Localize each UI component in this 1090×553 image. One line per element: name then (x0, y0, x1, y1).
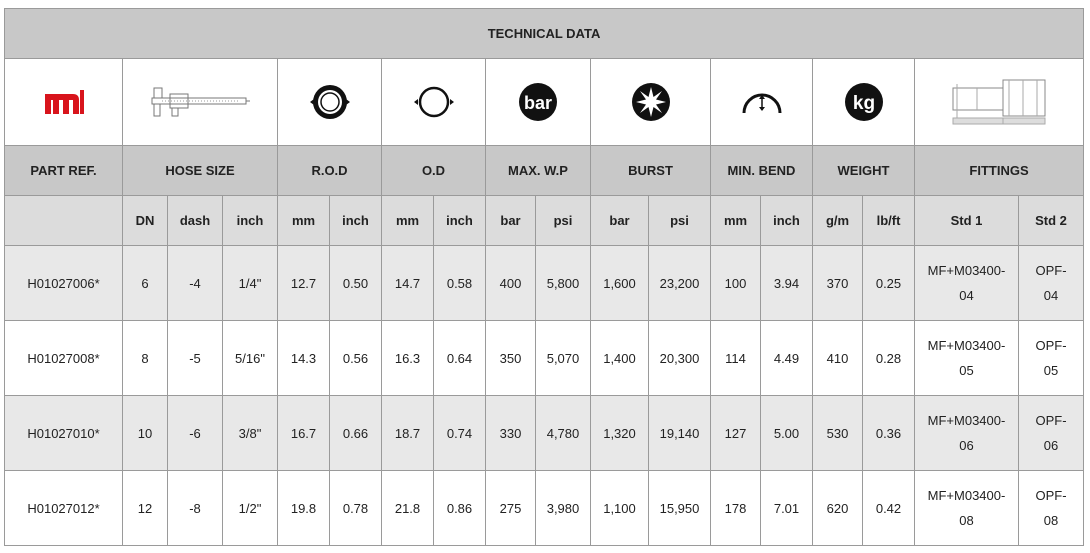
brand-logo-cell (5, 59, 123, 146)
table-row (5, 321, 1084, 396)
wp-psi-cell: 4,780 (536, 396, 591, 471)
wp-psi-cell: 5,800 (536, 246, 591, 321)
group-header: MIN. BEND (711, 146, 813, 196)
rod-icon-cell (278, 59, 382, 146)
od-inch-cell: 0.86 (434, 471, 486, 546)
unit-header: bar (591, 196, 649, 246)
wp-bar-cell: 400 (486, 246, 536, 321)
std2-cell: OPF- 04 (1019, 246, 1084, 321)
table-row (5, 246, 1084, 321)
bend-inch-cell: 7.01 (761, 471, 813, 546)
rod-mm-cell: 14.3 (278, 321, 330, 396)
group-header: PART REF. (5, 146, 123, 196)
od-inch-cell: 0.64 (434, 321, 486, 396)
diameter-circle-icon (413, 84, 455, 120)
weight-icon-cell (813, 59, 915, 146)
unit-header: Std 1 (915, 196, 1019, 246)
unit-header: mm (278, 196, 330, 246)
unit-header: bar (486, 196, 536, 246)
dn-cell: 6 (123, 246, 168, 321)
burst-bar-cell: 1,400 (591, 321, 649, 396)
part-ref-cell: H01027006* (5, 246, 123, 321)
std1-cell: MF+M03400- 04 (915, 246, 1019, 321)
unit-header: inch (330, 196, 382, 246)
brand-logo-icon (43, 88, 85, 116)
group-header: BURST (591, 146, 711, 196)
burst-bar-cell: 1,320 (591, 396, 649, 471)
rod-mm-cell: 16.7 (278, 396, 330, 471)
wp-bar-cell: 350 (486, 321, 536, 396)
wp-bar-cell: 330 (486, 396, 536, 471)
table-row (5, 396, 1084, 471)
bend-mm-cell: 178 (711, 471, 761, 546)
std1-cell: MF+M03400- 08 (915, 471, 1019, 546)
std1-cell: MF+M03400- 06 (915, 396, 1019, 471)
technical-data-table (4, 8, 1084, 546)
burst-psi-cell: 15,950 (649, 471, 711, 546)
part-ref-cell: H01027012* (5, 471, 123, 546)
bend-icon-cell (711, 59, 813, 146)
od-mm-cell: 14.7 (382, 246, 434, 321)
burst-icon-cell (591, 59, 711, 146)
weight-lbft-cell: 0.28 (863, 321, 915, 396)
unit-header: psi (649, 196, 711, 246)
table-row (5, 471, 1084, 546)
rod-inch-cell: 0.56 (330, 321, 382, 396)
unit-header: mm (711, 196, 761, 246)
table-title: TECHNICAL DATA (5, 9, 1084, 59)
wp-icon-cell (486, 59, 591, 146)
unit-header: Std 2 (1019, 196, 1084, 246)
icon-row (5, 59, 1084, 146)
bend-mm-cell: 127 (711, 396, 761, 471)
rod-inch-cell: 0.78 (330, 471, 382, 546)
dn-cell: 8 (123, 321, 168, 396)
weight-lbft-cell: 0.42 (863, 471, 915, 546)
od-mm-cell: 21.8 (382, 471, 434, 546)
burst-psi-cell: 20,300 (649, 321, 711, 396)
group-header: O.D (382, 146, 486, 196)
caliper-cell (123, 59, 278, 146)
weight-gm-cell: 370 (813, 246, 863, 321)
unit-header: lb/ft (863, 196, 915, 246)
part-ref-cell: H01027010* (5, 396, 123, 471)
dash-cell: -4 (168, 246, 223, 321)
od-mm-cell: 18.7 (382, 396, 434, 471)
rod-mm-cell: 19.8 (278, 471, 330, 546)
dash-cell: -5 (168, 321, 223, 396)
std2-cell: OPF- 05 (1019, 321, 1084, 396)
std2-cell: OPF- 08 (1019, 471, 1084, 546)
bend-mm-cell: 114 (711, 321, 761, 396)
group-header: HOSE SIZE (123, 146, 278, 196)
unit-header: g/m (813, 196, 863, 246)
dash-cell: -6 (168, 396, 223, 471)
hose-inch-cell: 1/2" (223, 471, 278, 546)
part-ref-cell: H01027008* (5, 321, 123, 396)
group-header: WEIGHT (813, 146, 915, 196)
unit-header: dash (168, 196, 223, 246)
od-inch-cell: 0.58 (434, 246, 486, 321)
hose-inch-cell: 1/4" (223, 246, 278, 321)
weight-gm-cell: 410 (813, 321, 863, 396)
weight-lbft-cell: 0.25 (863, 246, 915, 321)
outer-diameter-ring-icon (309, 81, 351, 123)
group-header-row (5, 146, 1084, 196)
weight-lbft-cell: 0.36 (863, 396, 915, 471)
od-mm-cell: 16.3 (382, 321, 434, 396)
bend-inch-cell: 4.49 (761, 321, 813, 396)
rod-inch-cell: 0.66 (330, 396, 382, 471)
group-header: MAX. W.P (486, 146, 591, 196)
rod-inch-cell: 0.50 (330, 246, 382, 321)
dash-cell: -8 (168, 471, 223, 546)
unit-header: inch (434, 196, 486, 246)
od-icon-cell (382, 59, 486, 146)
burst-psi-cell: 19,140 (649, 396, 711, 471)
caliper-icon (148, 84, 252, 120)
unit-header: mm (382, 196, 434, 246)
wp-psi-cell: 3,980 (536, 471, 591, 546)
fitting-icon-cell (915, 59, 1084, 146)
burst-bar-cell: 1,100 (591, 471, 649, 546)
pressure-bar-icon (517, 81, 559, 123)
std1-cell: MF+M03400- 05 (915, 321, 1019, 396)
hose-inch-cell: 5/16" (223, 321, 278, 396)
bend-inch-cell: 3.94 (761, 246, 813, 321)
unit-header-row (5, 196, 1084, 246)
bend-radius-icon (740, 87, 784, 117)
dn-cell: 12 (123, 471, 168, 546)
burst-bar-cell: 1,600 (591, 246, 649, 321)
bend-inch-cell: 5.00 (761, 396, 813, 471)
weight-gm-cell: 530 (813, 396, 863, 471)
wp-psi-cell: 5,070 (536, 321, 591, 396)
unit-header: DN (123, 196, 168, 246)
dn-cell: 10 (123, 396, 168, 471)
weight-kg-icon (843, 81, 885, 123)
group-header: R.O.D (278, 146, 382, 196)
burst-star-icon (630, 81, 672, 123)
unit-header: inch (761, 196, 813, 246)
weight-gm-cell: 620 (813, 471, 863, 546)
svg-text:bar: bar (523, 93, 553, 113)
std2-cell: OPF- 06 (1019, 396, 1084, 471)
fitting-drawing-icon (947, 72, 1051, 132)
unit-header: inch (223, 196, 278, 246)
rod-mm-cell: 12.7 (278, 246, 330, 321)
unit-header: psi (536, 196, 591, 246)
group-header: FITTINGS (915, 146, 1084, 196)
hose-inch-cell: 3/8" (223, 396, 278, 471)
od-inch-cell: 0.74 (434, 396, 486, 471)
svg-text:kg: kg (852, 93, 875, 114)
unit-header-empty (5, 196, 123, 246)
burst-psi-cell: 23,200 (649, 246, 711, 321)
wp-bar-cell: 275 (486, 471, 536, 546)
bend-mm-cell: 100 (711, 246, 761, 321)
